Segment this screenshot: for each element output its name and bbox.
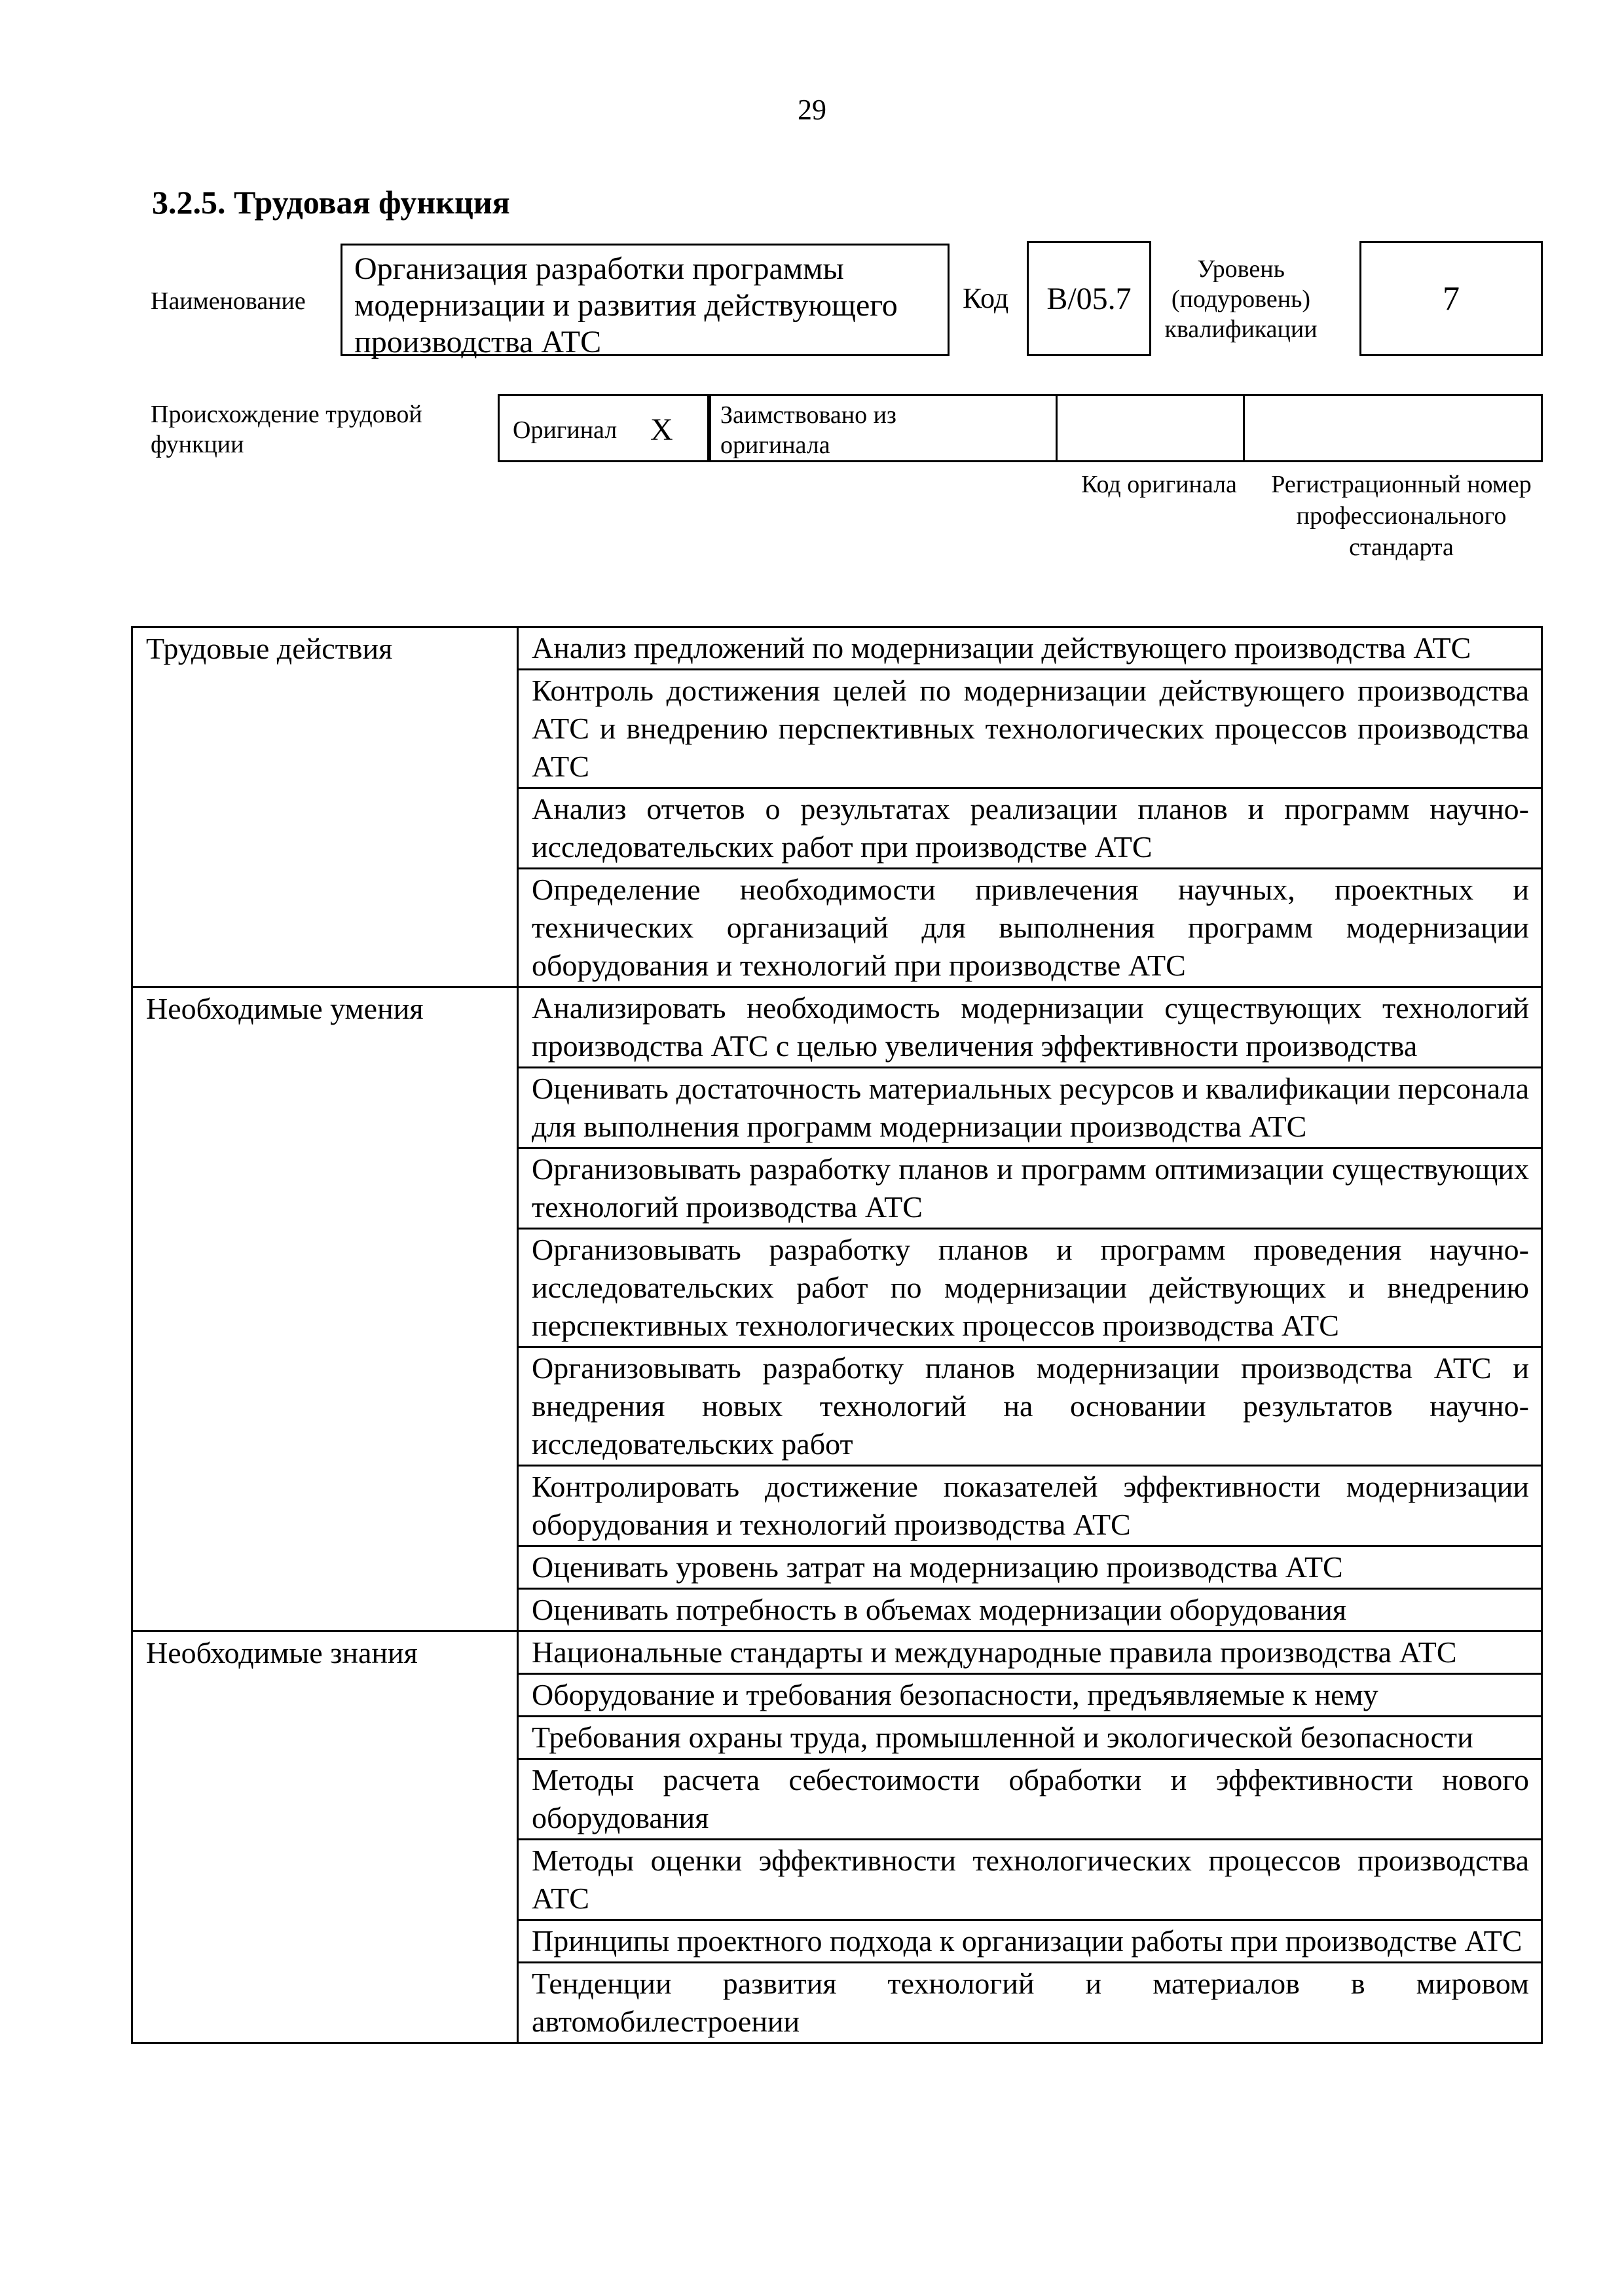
section-row	[132, 627, 1542, 987]
origin-regnum-cell	[1245, 396, 1541, 460]
level-label-line-1: Уровень	[1197, 255, 1285, 283]
origin-code-cell	[1058, 396, 1245, 460]
section-category: Необходимые знания	[132, 1631, 518, 2043]
borrowed-label: Заимствовано из оригинала	[720, 401, 896, 459]
table-row: Организовывать разработку планов и программ проведения научно-исследовательских работ по модернизации действующих и внедрению перспективных технологических процессов производства АТС	[519, 1230, 1541, 1348]
origin-row	[498, 394, 1543, 462]
section-items	[518, 1631, 1542, 2043]
table-row: Требования охраны труда, промышленной и экологической безопасности	[519, 1717, 1541, 1760]
original-code-label: Код оригинала	[1081, 471, 1237, 498]
level-label-line-2: (подуровень)	[1171, 285, 1311, 313]
table-row: Контроль достижения целей по модернизации действующего производства АТС и внедрению перспективных технологических процессов производства АТС	[519, 670, 1541, 789]
table-row: Контролировать достижение показателей эффективности модернизации оборудования и технологий производства АТС	[519, 1467, 1541, 1547]
level-label	[1159, 254, 1323, 344]
function-name-value: Организация разработки программы модернизации и развития действующего производства АТС	[341, 244, 950, 356]
section-category: Необходимые умения	[132, 987, 518, 1631]
function-code-value: B/05.7	[1027, 241, 1151, 356]
origin-borrowed-cell	[709, 396, 1058, 460]
table-row: Оборудование и требования безопасности, предъявляемые к нему	[519, 1675, 1541, 1717]
table-row: Оценивать потребность в объемах модернизации оборудования	[532, 1593, 1347, 1626]
origin-original-cell	[500, 396, 709, 460]
qualification-level-value: 7	[1359, 241, 1543, 356]
registration-number-label: Регистрационный номер профессионального стандарта	[1271, 471, 1532, 561]
section-row	[132, 1631, 1542, 2043]
section-category: Трудовые действия	[132, 627, 518, 987]
section-items	[518, 627, 1542, 987]
table-row: Методы оценки эффективности технологических процессов производства АТС	[519, 1840, 1541, 1921]
section-title: 3.2.5. Трудовая функция	[152, 184, 510, 221]
table-row: Оценивать достаточность материальных ресурсов и квалификации персонала для выполнения программ модернизации производства АТС	[519, 1068, 1541, 1149]
table-row: Определение необходимости привлечения научных, проектных и технических организаций для выполнения программ модернизации оборудования и технологий при производстве АТС	[532, 873, 1529, 982]
function-details-table	[131, 626, 1543, 2044]
table-row: Тенденции развития технологий и материалов в мировом автомобилестроении	[532, 1967, 1529, 2038]
level-label-line-3: квалификации	[1164, 316, 1318, 343]
original-mark: X	[650, 412, 673, 447]
code-label: Код	[963, 282, 1009, 314]
section-items	[518, 987, 1542, 1631]
table-row: Анализ предложений по модернизации действующего производства АТС	[519, 628, 1541, 670]
origin-label: Происхождение трудовой функции	[151, 401, 422, 458]
table-row: Организовывать разработку планов модернизации производства АТС и внедрения новых технологий на основании результатов научно-исследовательских работ	[519, 1348, 1541, 1467]
table-row: Организовывать разработку планов и программ оптимизации существующих технологий производства АТС	[519, 1149, 1541, 1230]
table-row: Анализировать необходимость модернизации существующих технологий производства АТС с целью увеличения эффективности производства	[519, 988, 1541, 1068]
table-row: Методы расчета себестоимости обработки и эффективности нового оборудования	[519, 1760, 1541, 1840]
table-row: Анализ отчетов о результатах реализации планов и программ научно-исследовательских работ при производстве АТС	[519, 789, 1541, 869]
table-row: Оценивать уровень затрат на модернизацию производства АТС	[519, 1547, 1541, 1590]
original-label: Оригинал	[513, 416, 618, 444]
table-row: Национальные стандарты и международные правила производства АТС	[519, 1632, 1541, 1675]
section-row	[132, 987, 1542, 1631]
page-number: 29	[798, 94, 826, 126]
table-row: Принципы проектного подхода к организации работы при производстве АТС	[519, 1921, 1541, 1963]
name-label: Наименование	[151, 287, 306, 315]
